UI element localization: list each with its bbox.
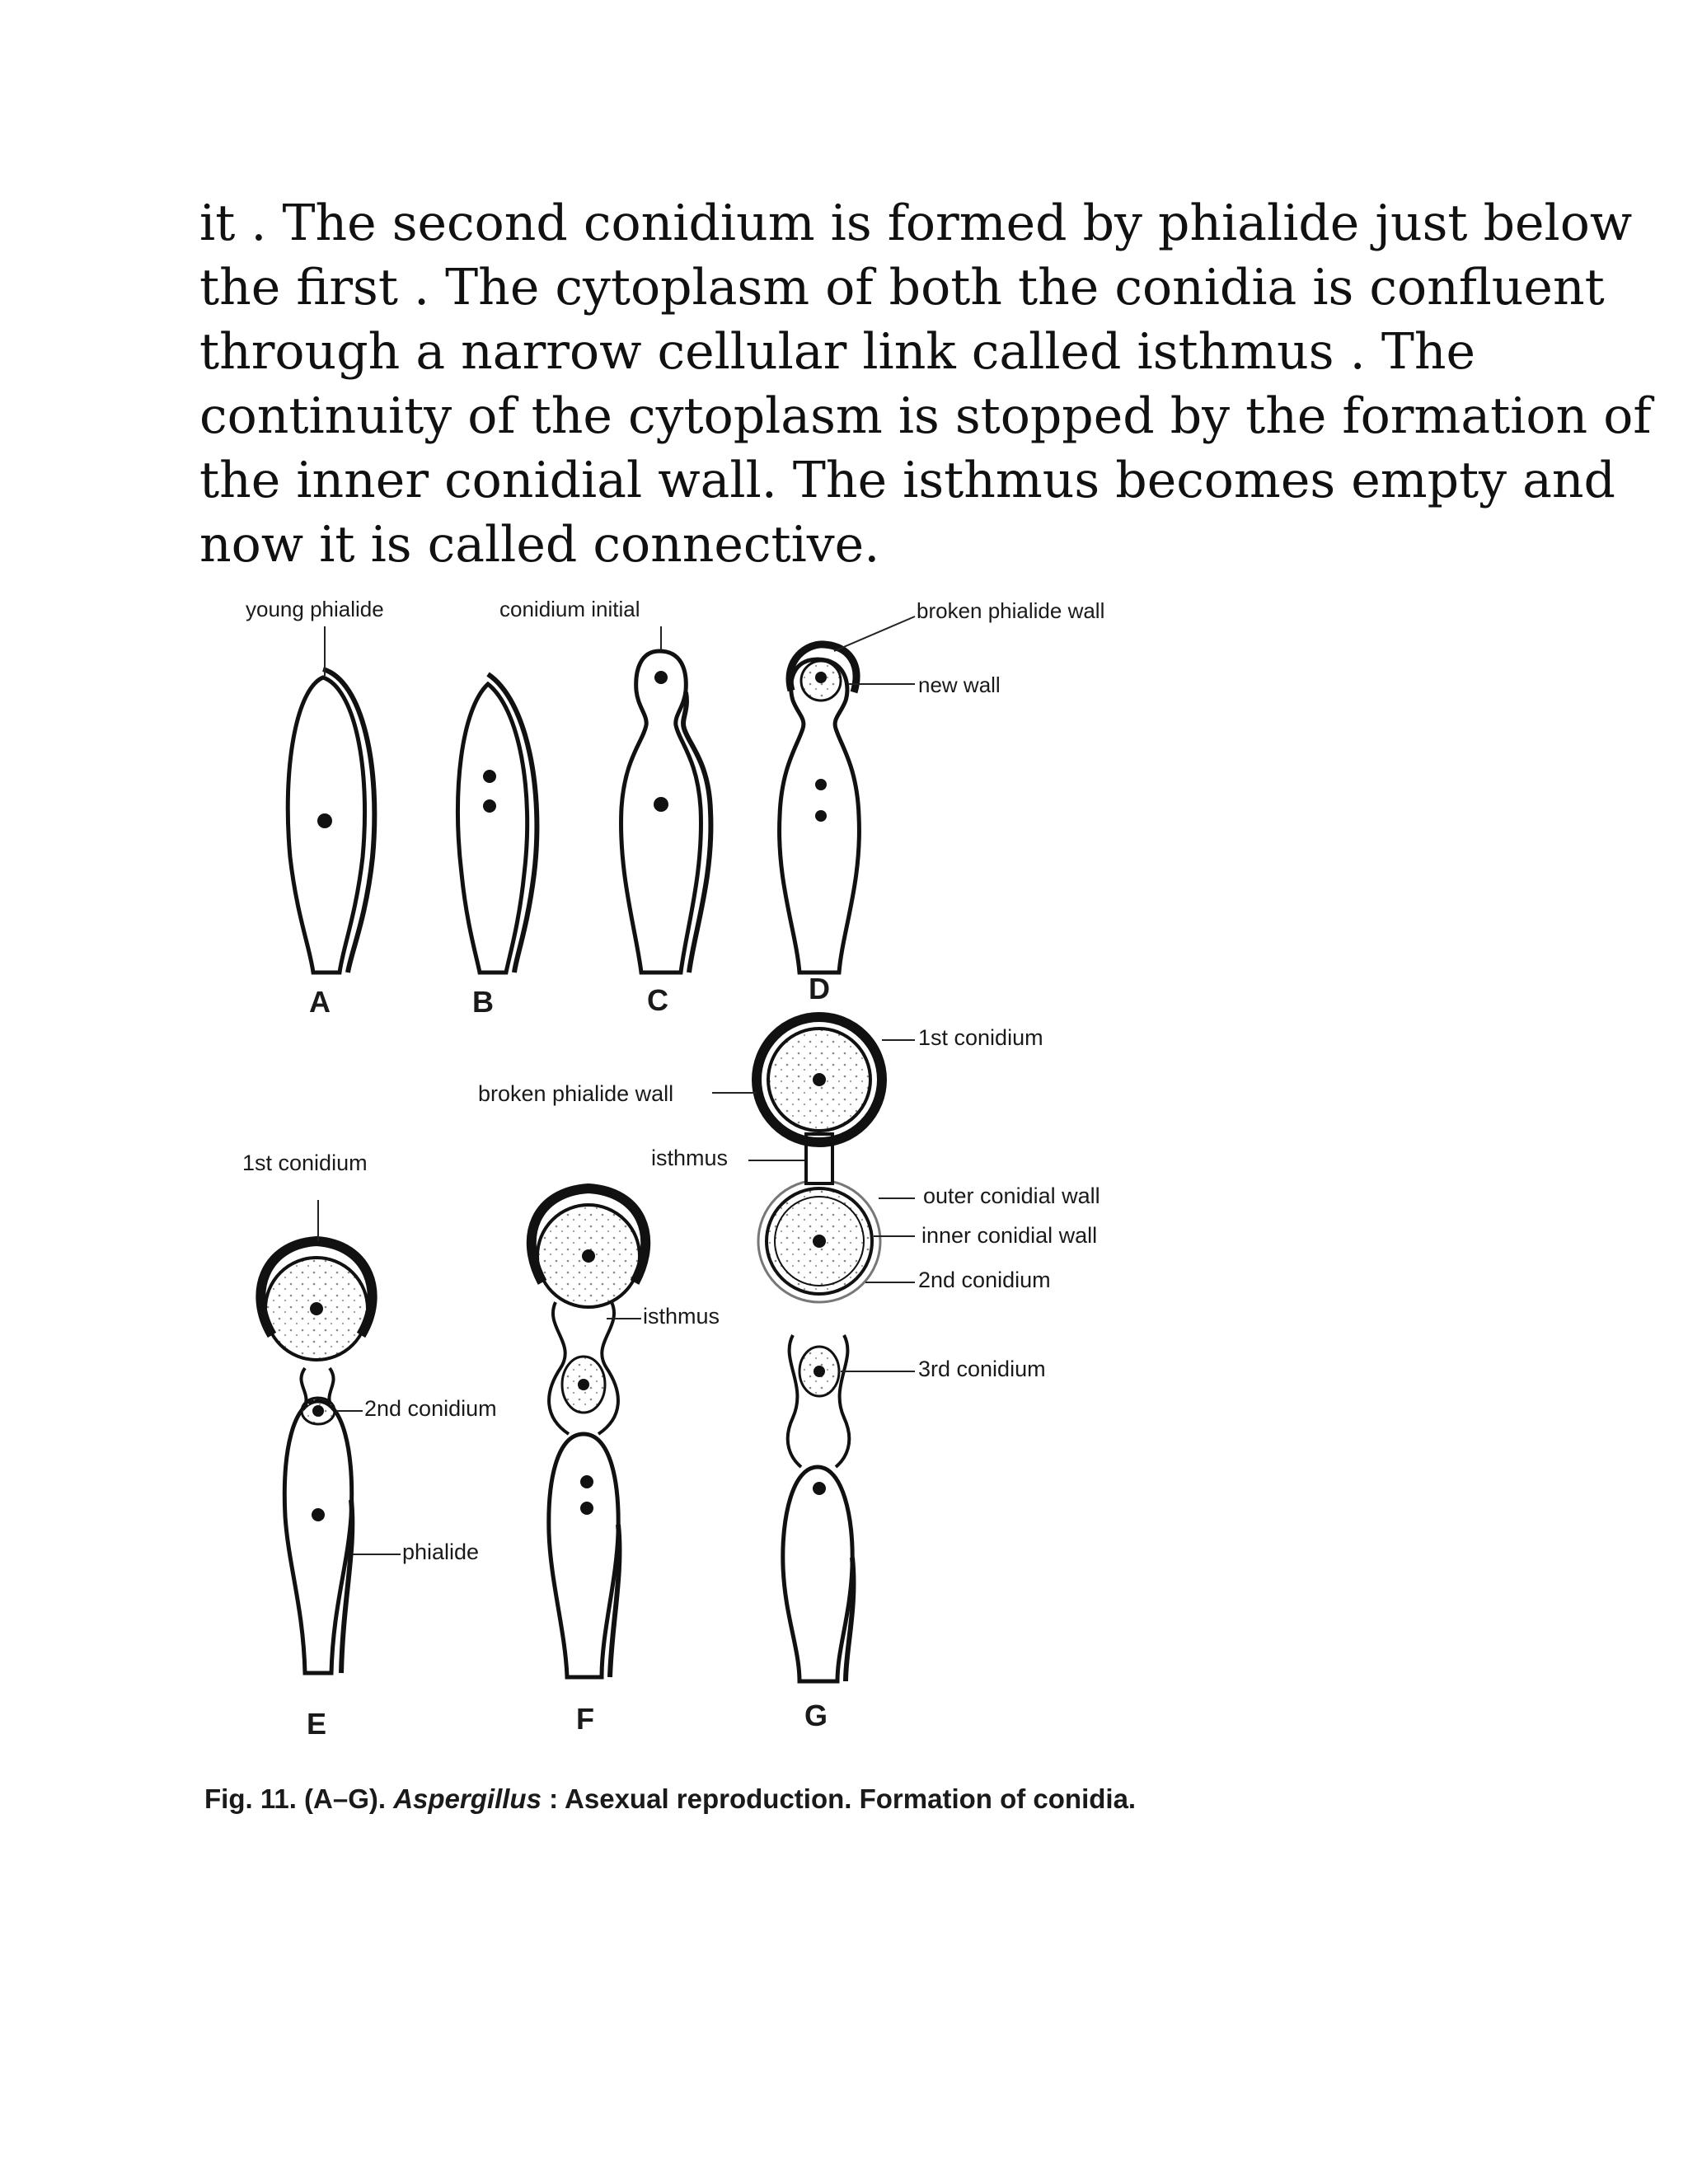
label-young-phialide: young phialide bbox=[246, 597, 384, 621]
paragraph-line: through a narrow cellular link called isthmus . The bbox=[199, 323, 1475, 381]
stage-f-phialide bbox=[532, 1188, 645, 1677]
leader-line bbox=[834, 616, 915, 651]
stage-letter-d: D bbox=[809, 972, 830, 1005]
stage-letter-g: G bbox=[804, 1699, 828, 1732]
label-inner-conidial-wall: inner conidial wall bbox=[921, 1223, 1098, 1248]
stage-letter-b: B bbox=[472, 985, 494, 1019]
caption-genus: Aspergillus bbox=[393, 1783, 542, 1814]
label-conidium-initial: conidium initial bbox=[499, 597, 640, 621]
label-isthmus-f: isthmus bbox=[643, 1304, 720, 1329]
aspergillus-conidia-figure bbox=[0, 577, 1688, 1846]
label-new-wall: new wall bbox=[918, 673, 1001, 697]
stage-b-phialide bbox=[457, 674, 537, 972]
paragraph-line: the inner conidial wall. The isthmus becomes empty and bbox=[199, 452, 1615, 509]
label-broken-phialide-wall-g: broken phialide wall bbox=[478, 1081, 674, 1106]
stage-letter-c: C bbox=[647, 983, 668, 1017]
figure-caption bbox=[204, 1783, 1490, 1815]
stage-letter-f: F bbox=[576, 1702, 594, 1736]
stage-g-phialide bbox=[757, 1017, 882, 1681]
label-isthmus-g: isthmus bbox=[651, 1146, 729, 1170]
label-outer-conidial-wall: outer conidial wall bbox=[923, 1183, 1100, 1208]
label-third-conidium-g: 3rd conidium bbox=[918, 1357, 1046, 1381]
body-paragraph bbox=[199, 191, 1652, 577]
label-second-conidium-e: 2nd conidium bbox=[364, 1396, 497, 1421]
stage-a-phialide bbox=[288, 669, 374, 972]
label-second-conidium-g: 2nd conidium bbox=[918, 1268, 1051, 1292]
stage-c-phialide bbox=[621, 651, 711, 972]
label-phialide: phialide bbox=[402, 1540, 480, 1564]
caption-suffix: : Asexual reproduction. Formation of conidia. bbox=[541, 1783, 1137, 1814]
caption-prefix: Fig. 11. (A–G). bbox=[204, 1783, 394, 1814]
label-first-conidium-g: 1st conidium bbox=[918, 1025, 1043, 1050]
stage-d-phialide bbox=[780, 644, 860, 972]
paragraph-line: the first . The cytoplasm of both the conidia is confluent bbox=[199, 259, 1605, 316]
paragraph-line: now it is called connective. bbox=[199, 516, 880, 574]
paragraph-line: it . The second conidium is formed by phialide just below bbox=[199, 194, 1633, 252]
paragraph-line: continuity of the cytoplasm is stopped by the formation of bbox=[199, 387, 1652, 445]
label-first-conidium-e: 1st conidium bbox=[242, 1151, 368, 1175]
label-broken-phialide-wall: broken phialide wall bbox=[917, 598, 1105, 623]
figure-drawing bbox=[0, 577, 1688, 1846]
stage-letter-e: E bbox=[306, 1707, 327, 1741]
stage-letter-a: A bbox=[309, 985, 331, 1019]
stage-e-phialide bbox=[260, 1241, 372, 1673]
